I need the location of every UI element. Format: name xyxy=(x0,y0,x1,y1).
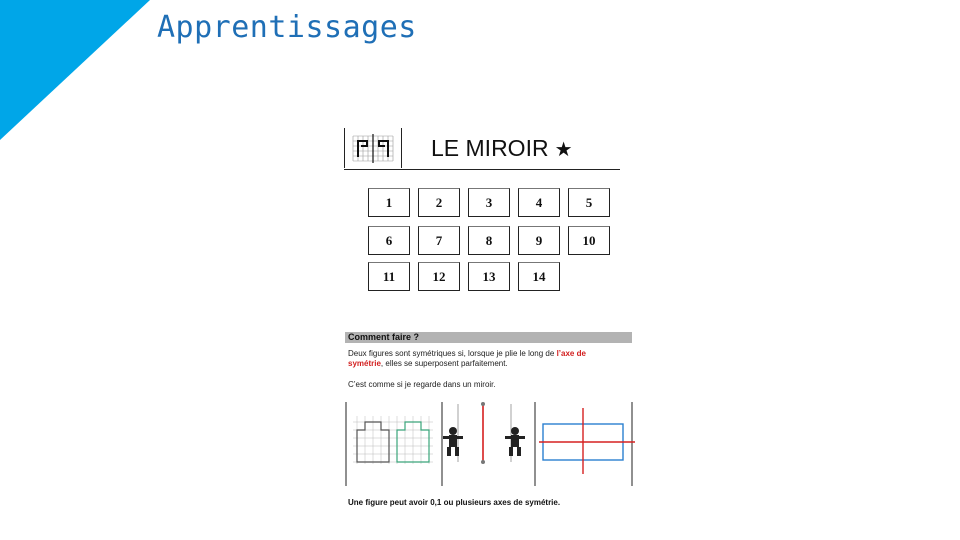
reflected-character-figure xyxy=(505,427,525,456)
level-box: 14 xyxy=(518,262,560,291)
level-box: 4 xyxy=(518,188,560,217)
level-box: 5 xyxy=(568,188,610,217)
level-box: 8 xyxy=(468,226,510,255)
worksheet-title-text: LE MIROIR xyxy=(431,135,549,161)
footer-note: Une figure peut avoir 0,1 ou plusieurs axes de symétrie. xyxy=(348,498,561,507)
level-box: 9 xyxy=(518,226,560,255)
howto-text-part: Deux figures sont symétriques si, lorsque je plie le long de xyxy=(348,349,557,358)
level-box: 2 xyxy=(418,188,460,217)
grid-figures-example xyxy=(353,416,433,464)
mirror-figures-example xyxy=(443,402,525,464)
howto-heading: Comment faire ? xyxy=(345,332,632,343)
mirror-sentence: C’est comme si je regarde dans un miroir. xyxy=(348,380,496,389)
level-box: 1 xyxy=(368,188,410,217)
slide-title: Apprentissages xyxy=(157,10,417,45)
level-grid xyxy=(368,188,612,294)
level-box: 3 xyxy=(468,188,510,217)
level-box: 10 xyxy=(568,226,610,255)
worksheet-header xyxy=(344,128,620,170)
howto-paragraph xyxy=(348,349,620,369)
level-box: 6 xyxy=(368,226,410,255)
symmetry-examples xyxy=(343,402,635,486)
level-box: 12 xyxy=(418,262,460,291)
symmetry-axis-term: l’axe de symétrie xyxy=(348,349,586,368)
character-figure xyxy=(443,427,463,456)
level-box: 7 xyxy=(418,226,460,255)
mirror-grid-icon xyxy=(344,128,402,168)
star-icon: ★ xyxy=(554,139,573,161)
rectangle-axes-example xyxy=(539,408,635,474)
level-box: 13 xyxy=(468,262,510,291)
corner-decoration xyxy=(0,0,170,140)
worksheet-title xyxy=(431,135,573,162)
level-box: 11 xyxy=(368,262,410,291)
howto-text-part: , elles se superposent parfaitement. xyxy=(380,359,508,368)
